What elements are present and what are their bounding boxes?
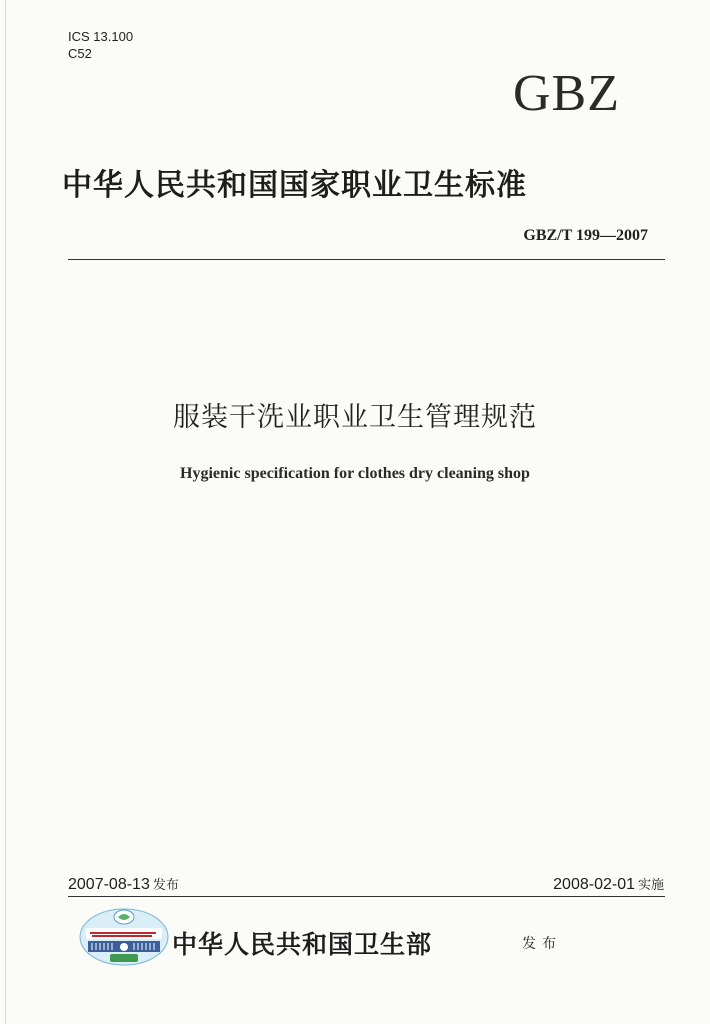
implement-label: 实施 xyxy=(637,877,664,892)
issue-label: 发布 xyxy=(152,877,179,892)
document-title-cn: 服装干洗业职业卫生管理规范 xyxy=(173,402,537,433)
page-edge-line xyxy=(5,0,6,1024)
classification-codes xyxy=(68,28,133,62)
footer-divider xyxy=(68,896,665,897)
implement-date-line xyxy=(553,874,664,894)
publisher-logo-icon xyxy=(78,907,170,967)
ccs-code: C52 xyxy=(68,46,92,61)
publish-label: 发布 xyxy=(522,936,562,952)
implement-date: 2008-02-01 xyxy=(553,876,635,893)
standard-title: 中华人民共和国国家职业卫生标准 xyxy=(62,168,527,203)
header-divider xyxy=(68,259,665,260)
issue-date: 2007-08-13 xyxy=(68,876,150,893)
standard-number: GBZ/T 199—2007 xyxy=(523,227,648,244)
gbz-mark: GBZ xyxy=(513,65,620,122)
ics-code: ICS 13.100 xyxy=(68,29,134,44)
publisher-name: 中华人民共和国卫生部 xyxy=(172,930,433,959)
document-title-en: Hygienic specification for clothes dry cleaning shop xyxy=(180,465,530,482)
issue-date-line xyxy=(68,874,179,894)
